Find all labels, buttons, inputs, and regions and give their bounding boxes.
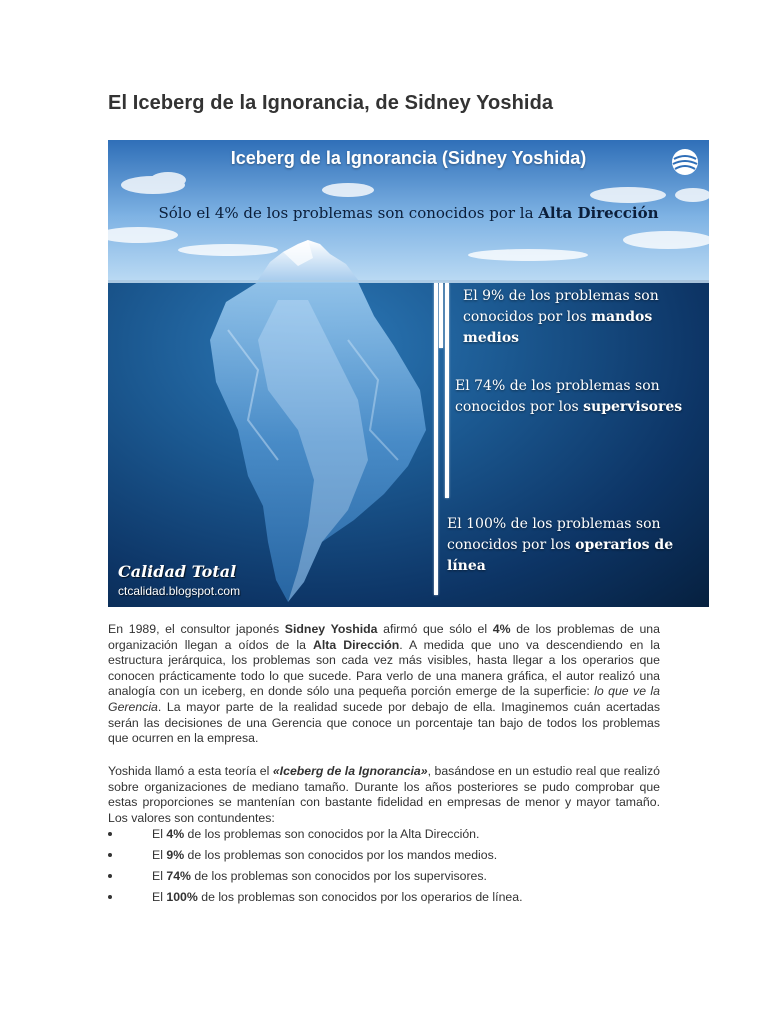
text-run: El (152, 869, 167, 883)
level-label-supervisores (455, 376, 682, 418)
level-label-line: El 9% de los problemas son (463, 288, 659, 304)
list-item (108, 889, 668, 910)
bold-run: Alta Dirección (312, 637, 400, 652)
infographic-subtitle (108, 204, 709, 222)
bullet-icon (108, 832, 112, 836)
level-label-highlight: mandos medios (463, 309, 653, 346)
text-run: El (152, 848, 167, 862)
text-run: En 1989, el consultor japonés (108, 622, 285, 636)
bold-italic-run: «Iceberg de la Ignorancia» (272, 764, 428, 778)
level-label-line: El 100% de los problemas son (447, 516, 661, 532)
level-label-line (463, 307, 709, 349)
bullet-icon (108, 895, 112, 899)
text-run: de los problemas son conocidos por los supervisores. (190, 869, 487, 883)
brand-logo: Calidad Total (118, 562, 237, 581)
level-label-highlight: línea (447, 558, 486, 574)
bold-run: 4% (166, 827, 185, 841)
text-run: El (152, 827, 167, 841)
level-label-highlight: operarios de (575, 537, 674, 553)
brand-url: ctcalidad.blogspot.com (118, 584, 241, 598)
text-run: El (152, 890, 167, 904)
level-label-text: conocidos por los (463, 309, 592, 325)
infographic-title: Iceberg de la Ignorancia (Sidney Yoshida) (230, 148, 587, 168)
iceberg-infographic (108, 140, 709, 607)
bold-run: 100% (166, 890, 198, 904)
bold-run: 9% (166, 848, 185, 862)
level-label-line: El 74% de los problemas son (455, 378, 660, 394)
level-label-line (455, 397, 682, 418)
paragraph-theory (108, 764, 660, 826)
text-run: afirmó que sólo el (377, 622, 493, 636)
level-bar-mandos (439, 283, 443, 348)
level-label-text: conocidos por los (447, 537, 576, 553)
text-run: Yoshida llamó a esta teoría el (108, 764, 273, 778)
text-run: de los problemas de una organización llegan a oídos de la (108, 622, 660, 652)
text-run: de los problemas son conocidos por los operarios de línea. (197, 890, 523, 904)
level-label-mandos (463, 286, 709, 349)
text-run: de los problemas son conocidos por los mandos medios. (184, 848, 498, 862)
level-bar-operarios (434, 283, 438, 595)
text-run: de los problemas son conocidos por la Alta Dirección. (184, 827, 480, 841)
globe-icon (669, 146, 701, 178)
values-list (108, 826, 668, 910)
page-title: El Iceberg de la Ignorancia, de Sidney Yoshida (108, 92, 554, 114)
text-run: . A medida que uno va descendiendo en la estructura jerárquica, los problemas son cada vez más visibles, hasta llegar a los operarios que conocen prácticamente todo lo que sucede. Para verlo de una manera gráfica, el autor realizó una analogía con un iceberg, en donde sólo una pequeña porción emerge de la superficie: (108, 637, 661, 699)
bold-run: 74% (166, 869, 191, 883)
italic-run: lo que ve la Gerencia (108, 684, 660, 714)
subtitle-highlight: Alta Dirección (538, 204, 659, 222)
level-label-operarios (447, 514, 673, 577)
level-label-highlight: supervisores (583, 399, 683, 415)
level-label-line (447, 535, 673, 556)
paragraph-intro (108, 622, 660, 747)
list-item (108, 826, 668, 847)
text-run: . La mayor parte de la realidad sucede por debajo de ella. Imaginemos cuán acertadas serán las decisiones de una Gerencia que conoce un porcentaje tan bajo de todos los problemas que ocurren en la empresa. (108, 699, 660, 746)
text-run: , basándose en un estudio real que realizó sobre organizaciones de mediano tamaño. Durante los años posteriores se pudo comprobar que estas proporciones se mantenían con bastante fidelidad en empresas de menor y mayor tamaño. Los valores son contundentes: (108, 764, 660, 825)
list-item (108, 847, 668, 868)
bullet-icon (108, 853, 112, 857)
level-bar-supervisores (445, 283, 449, 498)
list-item (108, 868, 668, 889)
subtitle-text: Sólo el 4% de los problemas son conocidos por la (158, 204, 539, 222)
level-label-line (447, 556, 673, 577)
bold-run: Sidney Yoshida (284, 622, 378, 636)
bold-run: 4% (492, 622, 511, 636)
bullet-icon (108, 874, 112, 878)
level-label-text: conocidos por los (455, 399, 584, 415)
